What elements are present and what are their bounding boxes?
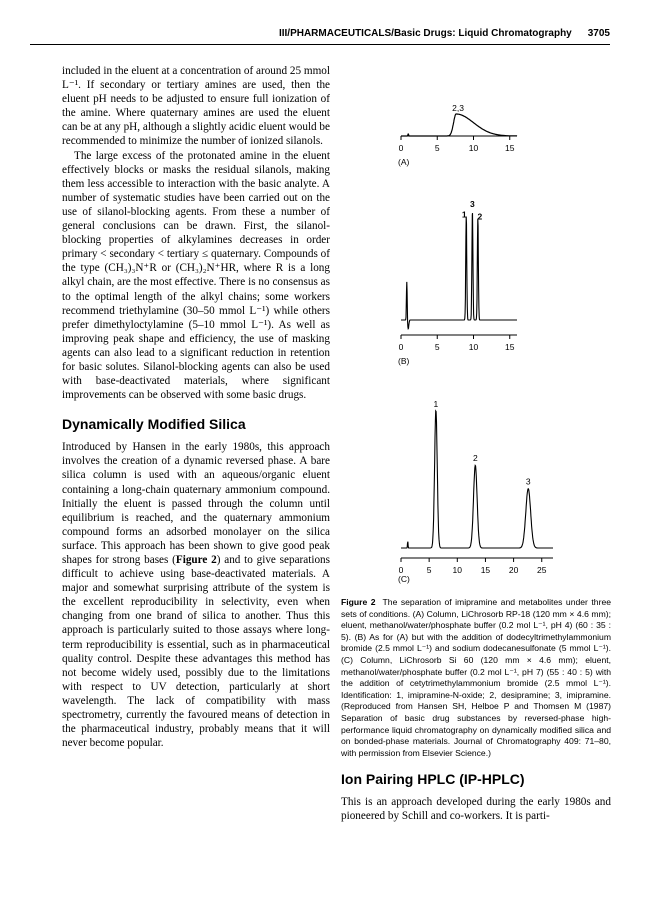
peak-label-3: 3 [525,476,531,487]
peak-label-2: 2 [477,211,483,222]
peak-label-1: 1 [433,399,439,409]
paragraph-text: Introduced by Hansen in the early 1980s, this approach involves the creation of a dynamic reversed phase. A bare silica column is used with an aqueous/organic eluent containing a long-chain quaternary ammonium compound. Initially the eluent is passed through the column until equilibrium is reached, and the quaternary ammonium compound forms an adsorbed monolayer on the silica surface. This approach has been shown to give good peak shapes for strong bases ( [62,441,330,566]
x-axis-ticks [399,136,515,153]
body-paragraph: included in the eluent at a concentration of around 25 mmol L⁻¹. If secondary or tertiary amines are used, then the eluent pH needs to be adjusted to ensure full ionization of the amine. Where quaternary amines are used the eluent can be at any pH, although a slightly acidic eluent would be recommended to minimize the number of ionized silanols. [62,65,330,148]
chromatogram-panel-c [398,399,553,584]
x-axis-ticks [399,558,547,575]
peak-label: 2,3 [452,103,465,113]
x-axis-ticks [399,335,515,352]
x-tick-label: 25 [537,565,547,575]
right-column [341,58,611,824]
x-tick-label: 15 [505,342,515,352]
paragraph-text: ) and to give separations difficult to achieve using base-deactivated materials. A major and somewhat surprising attribute of the system is the excellent reproducibility in selectivity, even when changing from one brand of silica to another. Thus this approach is particularly suited to those assays where long-term reproducibility is essential, such as in pharmaceutical quality control. Despite these advantages this method has not become widely used, possibly due to the limitations with respect to UV detection, particularly at short wavelength. The lack of compatibility with mass spectrometry, currently the favoured means of detection in the pharmaceutical industry, probably means that it will never become popular. [62,554,330,750]
caption-label: Figure 2 [341,597,376,607]
chromatogram-figure [341,58,611,588]
x-tick-label: 5 [434,342,440,352]
body-paragraph: This is an approach developed during the early 1980s and pioneered by Schill and co-workers. It is parti- [341,796,611,823]
figure-reference-link[interactable]: Figure 2 [175,554,217,566]
x-tick-label: 5 [434,143,440,153]
x-tick-label: 15 [480,565,491,575]
peak-label-2: 2 [472,453,478,464]
x-tick-label: 10 [452,565,463,575]
x-tick-label: 0 [398,565,404,575]
section-heading: Ion Pairing HPLC (IP-HPLC) [341,771,525,788]
peak-label-3: 3 [470,199,475,209]
x-tick-label: 0 [398,143,404,153]
chromatogram-trace [401,114,517,136]
x-tick-label: 15 [505,143,515,153]
left-column [62,64,330,750]
section-heading: Dynamically Modified Silica [62,416,246,433]
chromatogram-panel-a [398,103,517,167]
x-tick-label: 10 [468,342,479,352]
x-tick-label: 0 [398,342,404,352]
chromatogram-trace [401,213,517,329]
figure-caption [341,597,611,759]
running-title: III/PHARMACEUTICALS/Basic Drugs: Liquid Chromatography [278,28,572,39]
body-paragraph: The large excess of the protonated amine in the eluent effectively blocks or masks the residual silanols, making them less accessible to interaction with the basic analyte. A number of systematic studies have been carried out on the use of silanol-blocking agents. From these a number of general conclusions can be drawn. First, the silanol-blocking properties of alkylamines decreases in order primary < secondary < tertiary ≤ quaternary. Compounds of the type (CH₃)₃N⁺R or (CH₃)₂N⁺HR, where R is a long alkyl chain, are the most effective. There is no consensus as to the optimal length of the alkyl chains; some workers recommend triethylamine (30–50 mmol L⁻¹) while others prefer dimethyloctylamine (5–10 mmol L⁻¹). As well as improving peak shape and efficiency, the use of masking agents can also lead to a significant reduction in retention for basic solutes. Silanol-blocking agents can also be used with base-deactivated materials, where significant improvements can be observed with some basic drugs. [62,149,330,402]
x-tick-label: 10 [468,143,479,153]
figure-2 [341,58,611,759]
chromatogram-panel-b [398,199,517,366]
body-paragraph [62,440,330,750]
caption-text: The separation of imipramine and metabolites under three sets of conditions. (A) Column, LiChrosorb RP-18 (120 mm × 4.6 mm); eluent, methanol/water/phosphate buffer (0.2 mol L⁻¹, pH 4) (60 : 35 : 5). (B) As for (A) but with the addition of dodecyltrimethylammonium bromide (2.5 mmol L⁻¹) and sodium dodecanesulfonate (5 mmol L⁻¹). (C) Column, LiChrosorb Si 60 (120 mm × 4.6 mm); eluent, methanol/water/phosphate buffer (0.2 mol L⁻¹, pH 7) (55 : 40 : 5) with the addition of cetytrimethylammonium bromide (2.5 mmol L⁻¹). Identification: 1, imipramine-N-oxide; 2, desipramine; 3, imipramine. (Reproduced from Hansen SH, Helboe P and Thomsen M (1987) Separation of basic drug substances by reversed-phase high-performance liquid chromatography on dynamically modified silica and on bonded-phase materials. Journal of Chromatography 409: 71–80, with permission from Elsevier Science.) [341,597,611,758]
panel-label: (C) [398,574,410,584]
running-header [30,28,610,45]
peak-label-1: 1 [461,209,467,220]
page-number: 3705 [587,28,610,39]
panel-label: (B) [398,356,410,366]
x-tick-label: 5 [426,565,432,575]
panel-label: (A) [398,157,410,167]
x-tick-label: 20 [508,565,519,575]
